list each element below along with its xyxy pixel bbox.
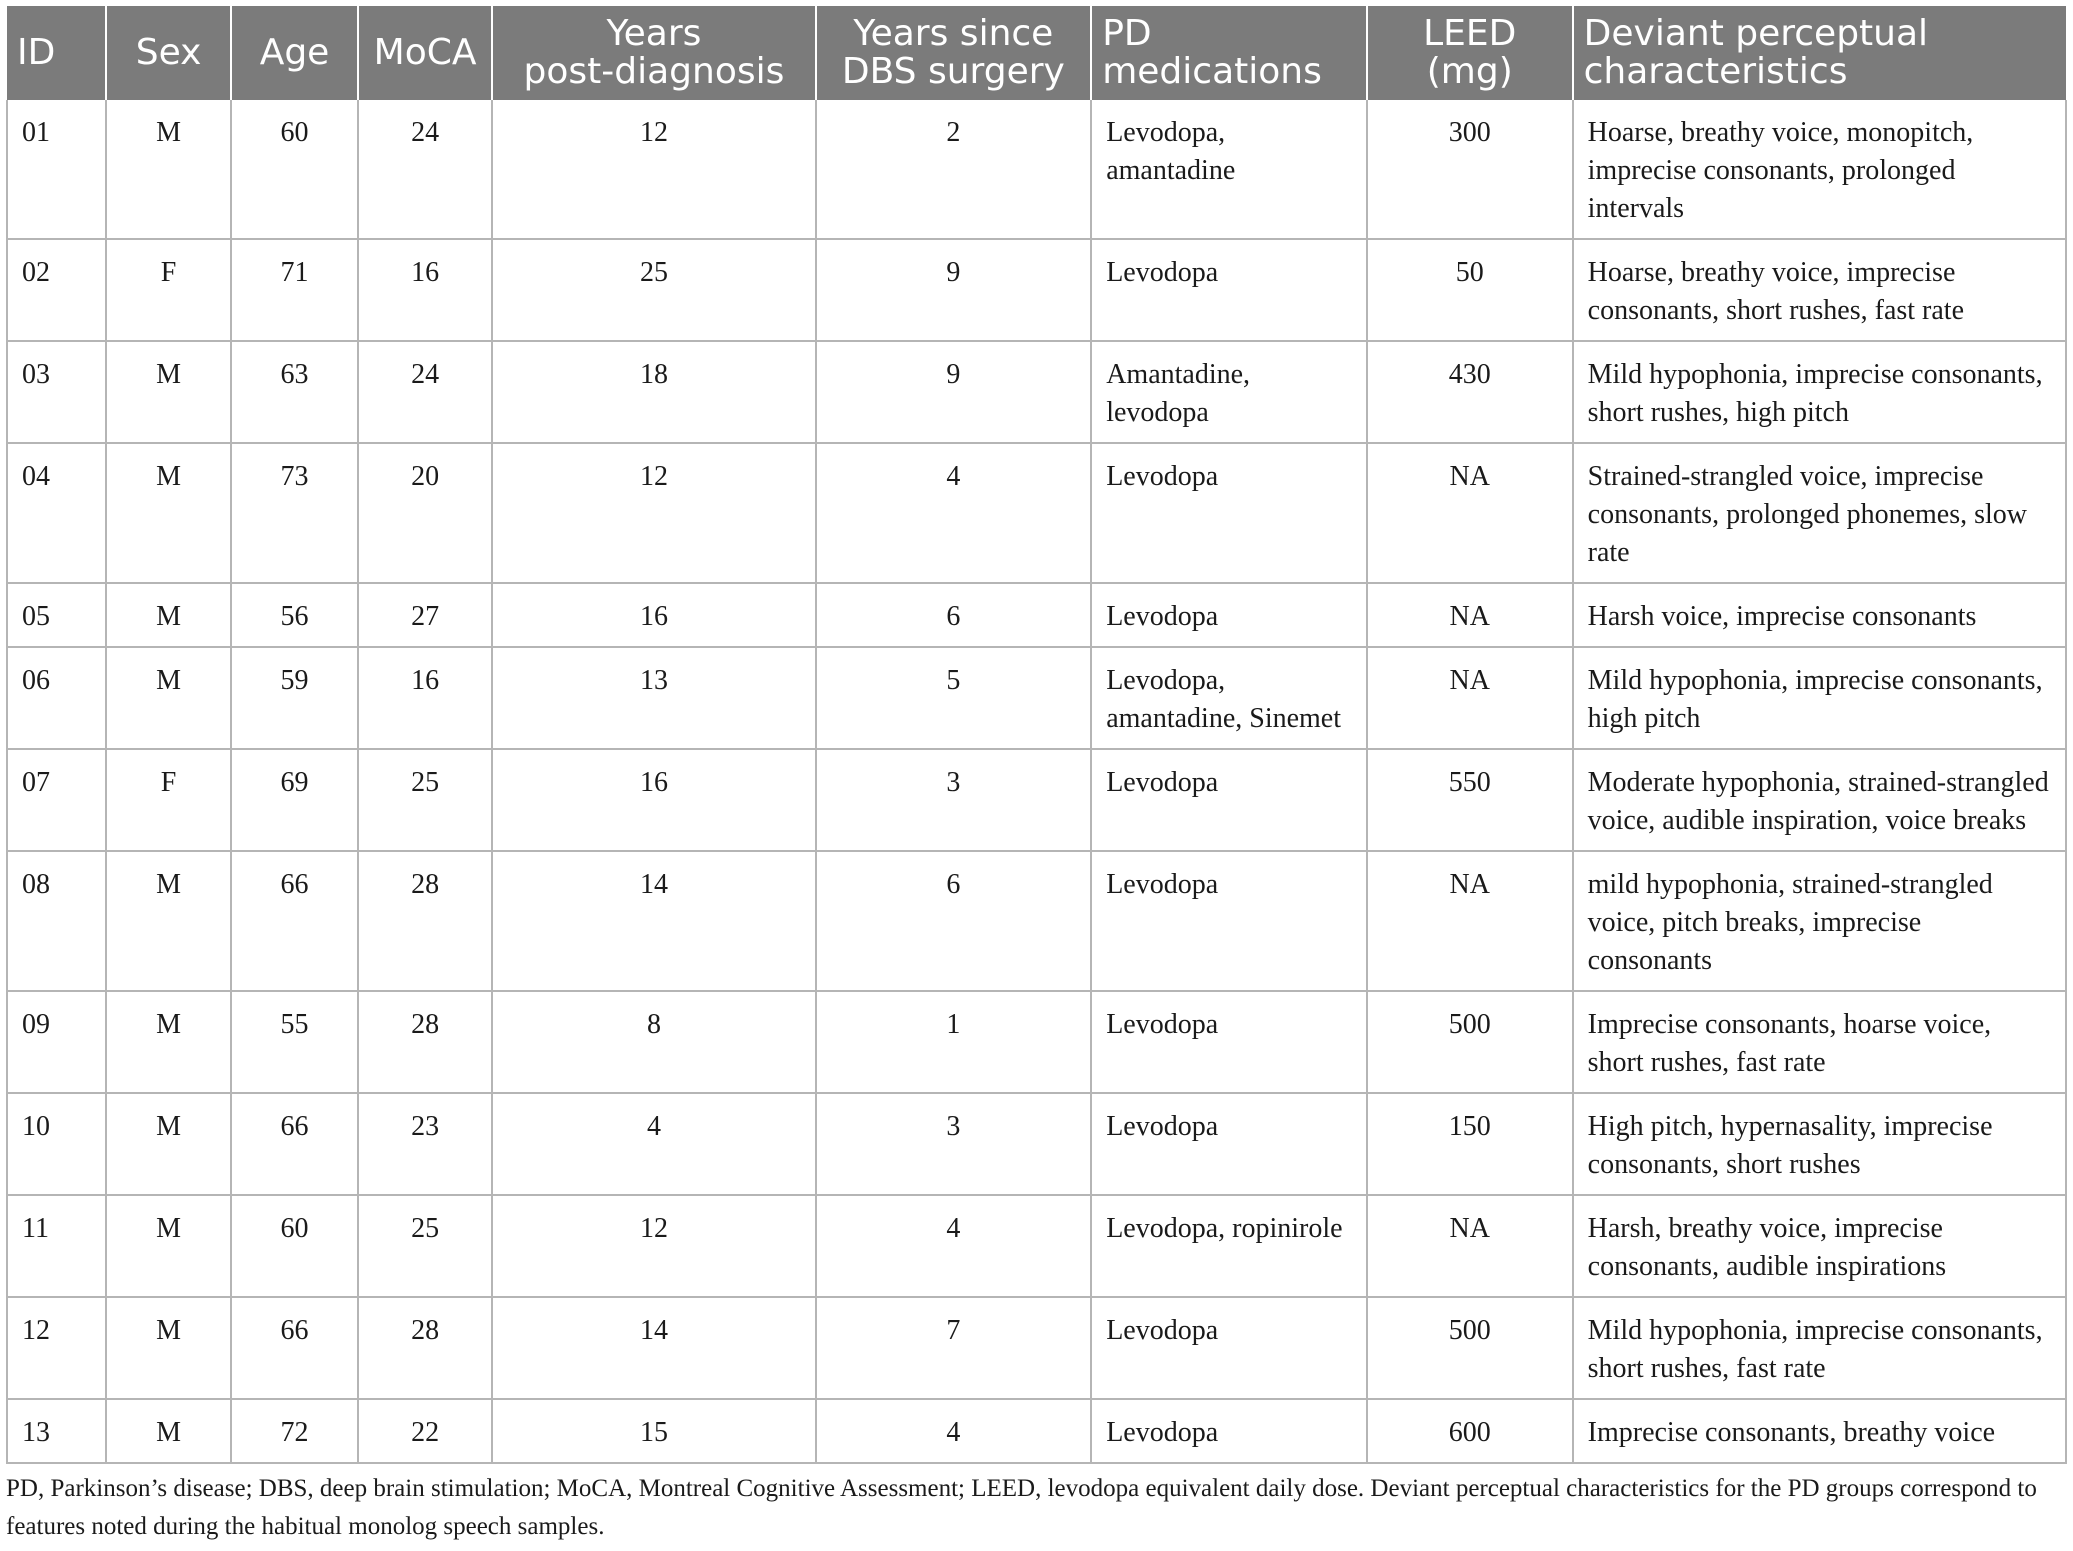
cell-leed: 500: [1367, 991, 1573, 1093]
cell-age: 56: [231, 583, 358, 647]
cell-years-post-diagnosis: 13: [492, 647, 815, 749]
cell-years-post-diagnosis: 12: [492, 100, 815, 239]
cell-leed: 600: [1367, 1399, 1573, 1463]
cell-age: 59: [231, 647, 358, 749]
cell-leed: 550: [1367, 749, 1573, 851]
cell-years-since-dbs: 3: [816, 1093, 1092, 1195]
cell-id: 11: [7, 1195, 106, 1297]
cell-pd-medications: Levodopa: [1091, 991, 1367, 1093]
cell-moca: 22: [358, 1399, 493, 1463]
header-id: ID: [7, 6, 106, 100]
cell-years-post-diagnosis: 14: [492, 1297, 815, 1399]
cell-pd-medications: Levodopa: [1091, 749, 1367, 851]
table-row: [7, 749, 2066, 851]
cell-deviant-characteristics: mild hypophonia, strained-strangled voice, pitch breaks, imprecise consonants: [1573, 851, 2066, 991]
cell-years-since-dbs: 9: [816, 239, 1092, 341]
cell-years-post-diagnosis: 8: [492, 991, 815, 1093]
cell-moca: 23: [358, 1093, 493, 1195]
cell-leed: 150: [1367, 1093, 1573, 1195]
cell-age: 55: [231, 991, 358, 1093]
header-sex: Sex: [106, 6, 231, 100]
cell-years-since-dbs: 7: [816, 1297, 1092, 1399]
cell-moca: 28: [358, 991, 493, 1093]
cell-sex: M: [106, 1195, 231, 1297]
header-moca: MoCA: [358, 6, 493, 100]
table-footnote: PD, Parkinson’s disease; DBS, deep brain stimulation; MoCA, Montreal Cognitive Assessment; LEED, levodopa equivalent daily dose. Deviant perceptual characteristics for the PD groups correspond to features noted during the habitual monolog speech samples.: [6, 1475, 2037, 1540]
cell-sex: M: [106, 647, 231, 749]
cell-age: 71: [231, 239, 358, 341]
cell-age: 66: [231, 1297, 358, 1399]
cell-years-post-diagnosis: 16: [492, 583, 815, 647]
cell-years-post-diagnosis: 18: [492, 341, 815, 443]
cell-pd-medications: Levodopa, amantadine: [1091, 100, 1367, 239]
cell-years-since-dbs: 2: [816, 100, 1092, 239]
cell-id: 04: [7, 443, 106, 583]
cell-id: 10: [7, 1093, 106, 1195]
cell-pd-medications: Amantadine, levodopa: [1091, 341, 1367, 443]
cell-id: 07: [7, 749, 106, 851]
table-row: [7, 239, 2066, 341]
cell-pd-medications: Levodopa: [1091, 1093, 1367, 1195]
table-row: [7, 583, 2066, 647]
table-container: [6, 6, 2067, 1464]
cell-id: 06: [7, 647, 106, 749]
cell-pd-medications: Levodopa: [1091, 583, 1367, 647]
cell-age: 66: [231, 851, 358, 991]
table-row: [7, 991, 2066, 1093]
cell-moca: 28: [358, 851, 493, 991]
table-body: [7, 100, 2066, 1463]
cell-sex: M: [106, 100, 231, 239]
cell-deviant-characteristics: Harsh voice, imprecise consonants: [1573, 583, 2066, 647]
header-leed: LEED (mg): [1367, 6, 1573, 100]
cell-deviant-characteristics: Mild hypophonia, imprecise consonants, high pitch: [1573, 647, 2066, 749]
cell-id: 13: [7, 1399, 106, 1463]
cell-years-post-diagnosis: 16: [492, 749, 815, 851]
cell-pd-medications: Levodopa, ropinirole: [1091, 1195, 1367, 1297]
cell-moca: 25: [358, 1195, 493, 1297]
cell-sex: M: [106, 341, 231, 443]
cell-pd-medications: Levodopa: [1091, 1399, 1367, 1463]
cell-moca: 24: [358, 100, 493, 239]
cell-id: 12: [7, 1297, 106, 1399]
cell-sex: M: [106, 991, 231, 1093]
cell-id: 08: [7, 851, 106, 991]
cell-age: 60: [231, 100, 358, 239]
table-row: [7, 851, 2066, 991]
cell-sex: M: [106, 443, 231, 583]
cell-leed: 430: [1367, 341, 1573, 443]
cell-sex: M: [106, 583, 231, 647]
cell-pd-medications: Levodopa, amantadine, Sinemet: [1091, 647, 1367, 749]
cell-deviant-characteristics: High pitch, hypernasality, imprecise consonants, short rushes: [1573, 1093, 2066, 1195]
cell-years-since-dbs: 3: [816, 749, 1092, 851]
header-age: Age: [231, 6, 358, 100]
table-row: [7, 1399, 2066, 1463]
cell-age: 66: [231, 1093, 358, 1195]
cell-age: 63: [231, 341, 358, 443]
cell-deviant-characteristics: Imprecise consonants, hoarse voice, short rushes, fast rate: [1573, 991, 2066, 1093]
cell-deviant-characteristics: Harsh, breathy voice, imprecise consonants, audible inspirations: [1573, 1195, 2066, 1297]
cell-moca: 25: [358, 749, 493, 851]
cell-moca: 20: [358, 443, 493, 583]
cell-sex: M: [106, 1093, 231, 1195]
cell-id: 03: [7, 341, 106, 443]
cell-years-since-dbs: 6: [816, 851, 1092, 991]
table-row: [7, 647, 2066, 749]
cell-deviant-characteristics: Imprecise consonants, breathy voice: [1573, 1399, 2066, 1463]
cell-years-since-dbs: 6: [816, 583, 1092, 647]
cell-pd-medications: Levodopa: [1091, 1297, 1367, 1399]
cell-years-since-dbs: 4: [816, 1195, 1092, 1297]
cell-deviant-characteristics: Hoarse, breathy voice, imprecise consonants, short rushes, fast rate: [1573, 239, 2066, 341]
header-years-post-diagnosis: Years post-diagnosis: [492, 6, 815, 100]
cell-leed: 50: [1367, 239, 1573, 341]
cell-sex: M: [106, 851, 231, 991]
cell-leed: NA: [1367, 583, 1573, 647]
cell-moca: 27: [358, 583, 493, 647]
cell-pd-medications: Levodopa: [1091, 239, 1367, 341]
header-deviant-characteristics: Deviant perceptual characteristics: [1573, 6, 2066, 100]
cell-deviant-characteristics: Mild hypophonia, imprecise consonants, short rushes, high pitch: [1573, 341, 2066, 443]
cell-deviant-characteristics: Hoarse, breathy voice, monopitch, imprecise consonants, prolonged intervals: [1573, 100, 2066, 239]
cell-age: 60: [231, 1195, 358, 1297]
header-years-since-dbs: Years since DBS surgery: [816, 6, 1092, 100]
cell-leed: NA: [1367, 647, 1573, 749]
table-row: [7, 341, 2066, 443]
table-row: [7, 100, 2066, 239]
cell-id: 02: [7, 239, 106, 341]
cell-moca: 16: [358, 647, 493, 749]
cell-years-post-diagnosis: 14: [492, 851, 815, 991]
cell-id: 09: [7, 991, 106, 1093]
table-row: [7, 1093, 2066, 1195]
cell-moca: 24: [358, 341, 493, 443]
cell-leed: NA: [1367, 1195, 1573, 1297]
cell-years-post-diagnosis: 25: [492, 239, 815, 341]
cell-years-since-dbs: 4: [816, 443, 1092, 583]
header-pd-medications: PD medications: [1091, 6, 1367, 100]
cell-leed: NA: [1367, 443, 1573, 583]
cell-age: 72: [231, 1399, 358, 1463]
cell-years-since-dbs: 4: [816, 1399, 1092, 1463]
cell-years-post-diagnosis: 12: [492, 1195, 815, 1297]
cell-years-since-dbs: 1: [816, 991, 1092, 1093]
cell-sex: F: [106, 239, 231, 341]
cell-years-since-dbs: 5: [816, 647, 1092, 749]
cell-deviant-characteristics: Mild hypophonia, imprecise consonants, short rushes, fast rate: [1573, 1297, 2066, 1399]
cell-years-post-diagnosis: 4: [492, 1093, 815, 1195]
cell-years-since-dbs: 9: [816, 341, 1092, 443]
cell-leed: NA: [1367, 851, 1573, 991]
table-row: [7, 1297, 2066, 1399]
table-row: [7, 1195, 2066, 1297]
cell-sex: F: [106, 749, 231, 851]
participant-characteristics-table: [6, 6, 2067, 1464]
cell-age: 73: [231, 443, 358, 583]
cell-moca: 16: [358, 239, 493, 341]
cell-pd-medications: Levodopa: [1091, 443, 1367, 583]
cell-id: 05: [7, 583, 106, 647]
cell-deviant-characteristics: Moderate hypophonia, strained-strangled voice, audible inspiration, voice breaks: [1573, 749, 2066, 851]
cell-leed: 300: [1367, 100, 1573, 239]
cell-pd-medications: Levodopa: [1091, 851, 1367, 991]
cell-age: 69: [231, 749, 358, 851]
table-row: [7, 443, 2066, 583]
cell-sex: M: [106, 1399, 231, 1463]
cell-sex: M: [106, 1297, 231, 1399]
cell-leed: 500: [1367, 1297, 1573, 1399]
table-header-row: [7, 6, 2066, 100]
cell-id: 01: [7, 100, 106, 239]
cell-moca: 28: [358, 1297, 493, 1399]
cell-years-post-diagnosis: 15: [492, 1399, 815, 1463]
cell-years-post-diagnosis: 12: [492, 443, 815, 583]
cell-deviant-characteristics: Strained-strangled voice, imprecise consonants, prolonged phonemes, slow rate: [1573, 443, 2066, 583]
